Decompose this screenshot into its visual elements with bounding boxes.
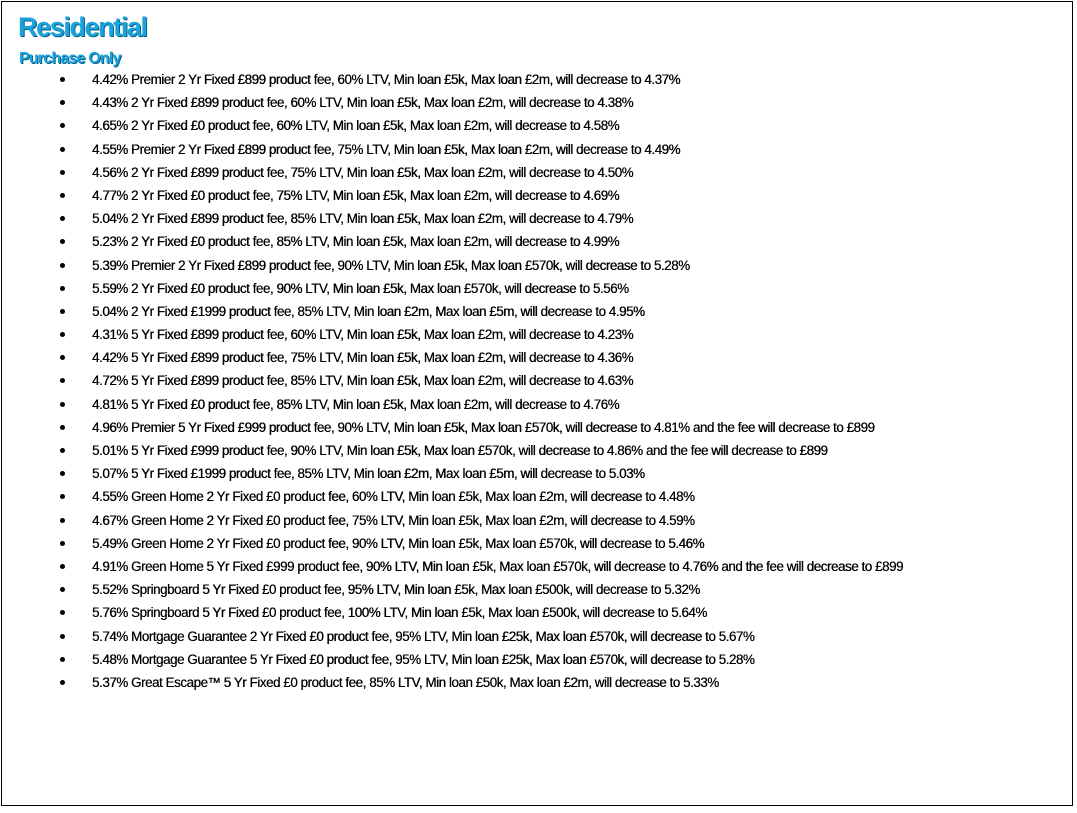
list-item-text: 4.65% 2 Yr Fixed £0 product fee, 60% LTV, Min loan £5k, Max loan £2m, will decrease to 4.58% xyxy=(92,118,620,134)
list-item xyxy=(2,441,1062,461)
list-item-text: 4.31% 5 Yr Fixed £899 product fee, 60% LTV, Min loan £5k, Max loan £2m, will decrease to 4.23% xyxy=(92,327,634,343)
bullet-icon xyxy=(60,123,65,128)
bullet-icon xyxy=(60,425,65,430)
list-item xyxy=(2,70,1062,90)
bullet-icon xyxy=(60,587,65,592)
list-item xyxy=(2,302,1062,322)
list-item-text: 4.96% Premier 5 Yr Fixed £999 product fee, 90% LTV, Min loan £5k, Max loan £570k, will decrease to 4.81% and the fee will decrease to £899 xyxy=(92,419,875,435)
list-item-text: 5.07% 5 Yr Fixed £1999 product fee, 85% LTV, Min loan £2m, Max loan £5m, will decrease to 5.03% xyxy=(92,466,645,482)
bullet-icon xyxy=(60,309,65,314)
list-item-text: 5.52% Springboard 5 Yr Fixed £0 product fee, 95% LTV, Min loan £5k, Max loan £500k, will decrease to 5.32% xyxy=(92,582,700,598)
list-item-text: 4.81% 5 Yr Fixed £0 product fee, 85% LTV, Min loan £5k, Max loan £2m, will decrease to 4.76% xyxy=(92,396,620,412)
bullet-icon xyxy=(60,355,65,360)
bullet-icon xyxy=(60,77,65,82)
list-item-text: 4.42% 5 Yr Fixed £899 product fee, 75% LTV, Min loan £5k, Max loan £2m, will decrease to 4.36% xyxy=(92,350,634,366)
list-item xyxy=(2,487,1062,507)
list-item-text: 4.55% Premier 2 Yr Fixed £899 product fee, 75% LTV, Min loan £5k, Max loan £2m, will decrease to 4.49% xyxy=(92,141,681,157)
list-item-text: 4.91% Green Home 5 Yr Fixed £999 product fee, 90% LTV, Min loan £5k, Max loan £570k, will decrease to 4.76% and the fee will decrease to £899 xyxy=(92,558,903,574)
list-item-text: 4.77% 2 Yr Fixed £0 product fee, 75% LTV, Min loan £5k, Max loan £2m, will decrease to 4.69% xyxy=(92,187,620,203)
bullet-icon xyxy=(60,286,65,291)
list-item xyxy=(2,279,1062,299)
bullet-icon xyxy=(60,170,65,175)
bullet-icon xyxy=(60,378,65,383)
list-item-text: 5.04% 2 Yr Fixed £899 product fee, 85% LTV, Min loan £5k, Max loan £2m, will decrease to 4.79% xyxy=(92,211,634,227)
list-item xyxy=(2,325,1062,345)
bullet-icon xyxy=(60,518,65,523)
list-item xyxy=(2,650,1062,670)
list-item-text: 5.59% 2 Yr Fixed £0 product fee, 90% LTV, Min loan £5k, Max loan £570k, will decrease to 5.56% xyxy=(92,280,629,296)
list-item-text: 5.76% Springboard 5 Yr Fixed £0 product fee, 100% LTV, Min loan £5k, Max loan £500k, will decrease to 5.64% xyxy=(92,605,707,621)
list-item xyxy=(2,232,1062,252)
list-item-text: 5.01% 5 Yr Fixed £999 product fee, 90% LTV, Min loan £5k, Max loan £570k, will decrease to 4.86% and the fee will decrease to £899 xyxy=(92,443,828,458)
list-item-text: 5.74% Mortgage Guarantee 2 Yr Fixed £0 product fee, 95% LTV, Min loan £25k, Max loan £570k, will decrease to 5.67% xyxy=(92,628,755,644)
list-item-text: 5.04% 2 Yr Fixed £1999 product fee, 85% LTV, Min loan £2m, Max loan £5m, will decrease to 4.95% xyxy=(92,303,645,319)
bullet-icon xyxy=(60,263,65,268)
bullet-icon xyxy=(60,564,65,569)
bullet-icon xyxy=(60,193,65,198)
list-item xyxy=(2,534,1062,554)
list-item xyxy=(2,557,1062,577)
list-item xyxy=(2,186,1062,206)
bullet-icon xyxy=(60,657,65,662)
list-item xyxy=(2,511,1062,531)
list-item-text: 5.37% Great Escape™ 5 Yr Fixed £0 product fee, 85% LTV, Min loan £50k, Max loan £2m, will decrease to 5.33% xyxy=(92,674,719,690)
list-item-text: 5.23% 2 Yr Fixed £0 product fee, 85% LTV, Min loan £5k, Max loan £2m, will decrease to 4.99% xyxy=(92,234,620,250)
bullet-icon xyxy=(60,541,65,546)
list-item-text: 4.56% 2 Yr Fixed £899 product fee, 75% LTV, Min loan £5k, Max loan £2m, will decrease to 4.50% xyxy=(92,164,634,180)
list-item xyxy=(2,256,1062,276)
bullet-icon xyxy=(60,448,65,453)
list-item xyxy=(2,673,1062,693)
list-item xyxy=(2,627,1062,647)
bullet-icon xyxy=(60,610,65,615)
list-item-text: 4.67% Green Home 2 Yr Fixed £0 product fee, 75% LTV, Min loan £5k, Max loan £2m, will decrease to 4.59% xyxy=(92,512,695,528)
list-item-text: 4.42% Premier 2 Yr Fixed £899 product fee, 60% LTV, Min loan £5k, Max loan £2m, will decrease to 4.37% xyxy=(92,72,681,87)
list-item xyxy=(2,371,1062,391)
list-item xyxy=(2,464,1062,484)
list-item xyxy=(2,395,1062,415)
list-item xyxy=(2,209,1062,229)
bullet-icon xyxy=(60,402,65,407)
list-item-text: 5.48% Mortgage Guarantee 5 Yr Fixed £0 product fee, 95% LTV, Min loan £25k, Max loan £570k, will decrease to 5.28% xyxy=(92,651,755,667)
bullet-icon xyxy=(60,147,65,152)
list-item xyxy=(2,348,1062,368)
list-item xyxy=(2,93,1062,113)
list-item-text: 4.43% 2 Yr Fixed £899 product fee, 60% LTV, Min loan £5k, Max loan £2m, will decrease to 4.38% xyxy=(92,95,634,111)
list-item-text: 5.49% Green Home 2 Yr Fixed £0 product fee, 90% LTV, Min loan £5k, Max loan £570k, will decrease to 5.46% xyxy=(92,535,704,551)
page-title: Residential xyxy=(18,12,147,42)
content-box xyxy=(1,1,1073,806)
list-item-text: 5.39% Premier 2 Yr Fixed £899 product fee, 90% LTV, Min loan £5k, Max loan £570k, will decrease to 5.28% xyxy=(92,257,690,273)
list-item xyxy=(2,580,1062,600)
list-item xyxy=(2,603,1062,623)
list-item xyxy=(2,163,1062,183)
list-item-text: 4.72% 5 Yr Fixed £899 product fee, 85% LTV, Min loan £5k, Max loan £2m, will decrease to 4.63% xyxy=(92,373,634,389)
list-item xyxy=(2,418,1062,438)
list-item xyxy=(2,140,1062,160)
rate-list xyxy=(2,70,1062,696)
page-subtitle: Purchase Only xyxy=(19,50,121,67)
bullet-icon xyxy=(60,239,65,244)
bullet-icon xyxy=(60,216,65,221)
bullet-icon xyxy=(60,634,65,639)
bullet-icon xyxy=(60,332,65,337)
list-item-text: 4.55% Green Home 2 Yr Fixed £0 product fee, 60% LTV, Min loan £5k, Max loan £2m, will decrease to 4.48% xyxy=(92,489,695,505)
bullet-icon xyxy=(60,680,65,685)
list-item xyxy=(2,116,1062,136)
bullet-icon xyxy=(60,494,65,499)
bullet-icon xyxy=(60,471,65,476)
bullet-icon xyxy=(60,100,65,105)
